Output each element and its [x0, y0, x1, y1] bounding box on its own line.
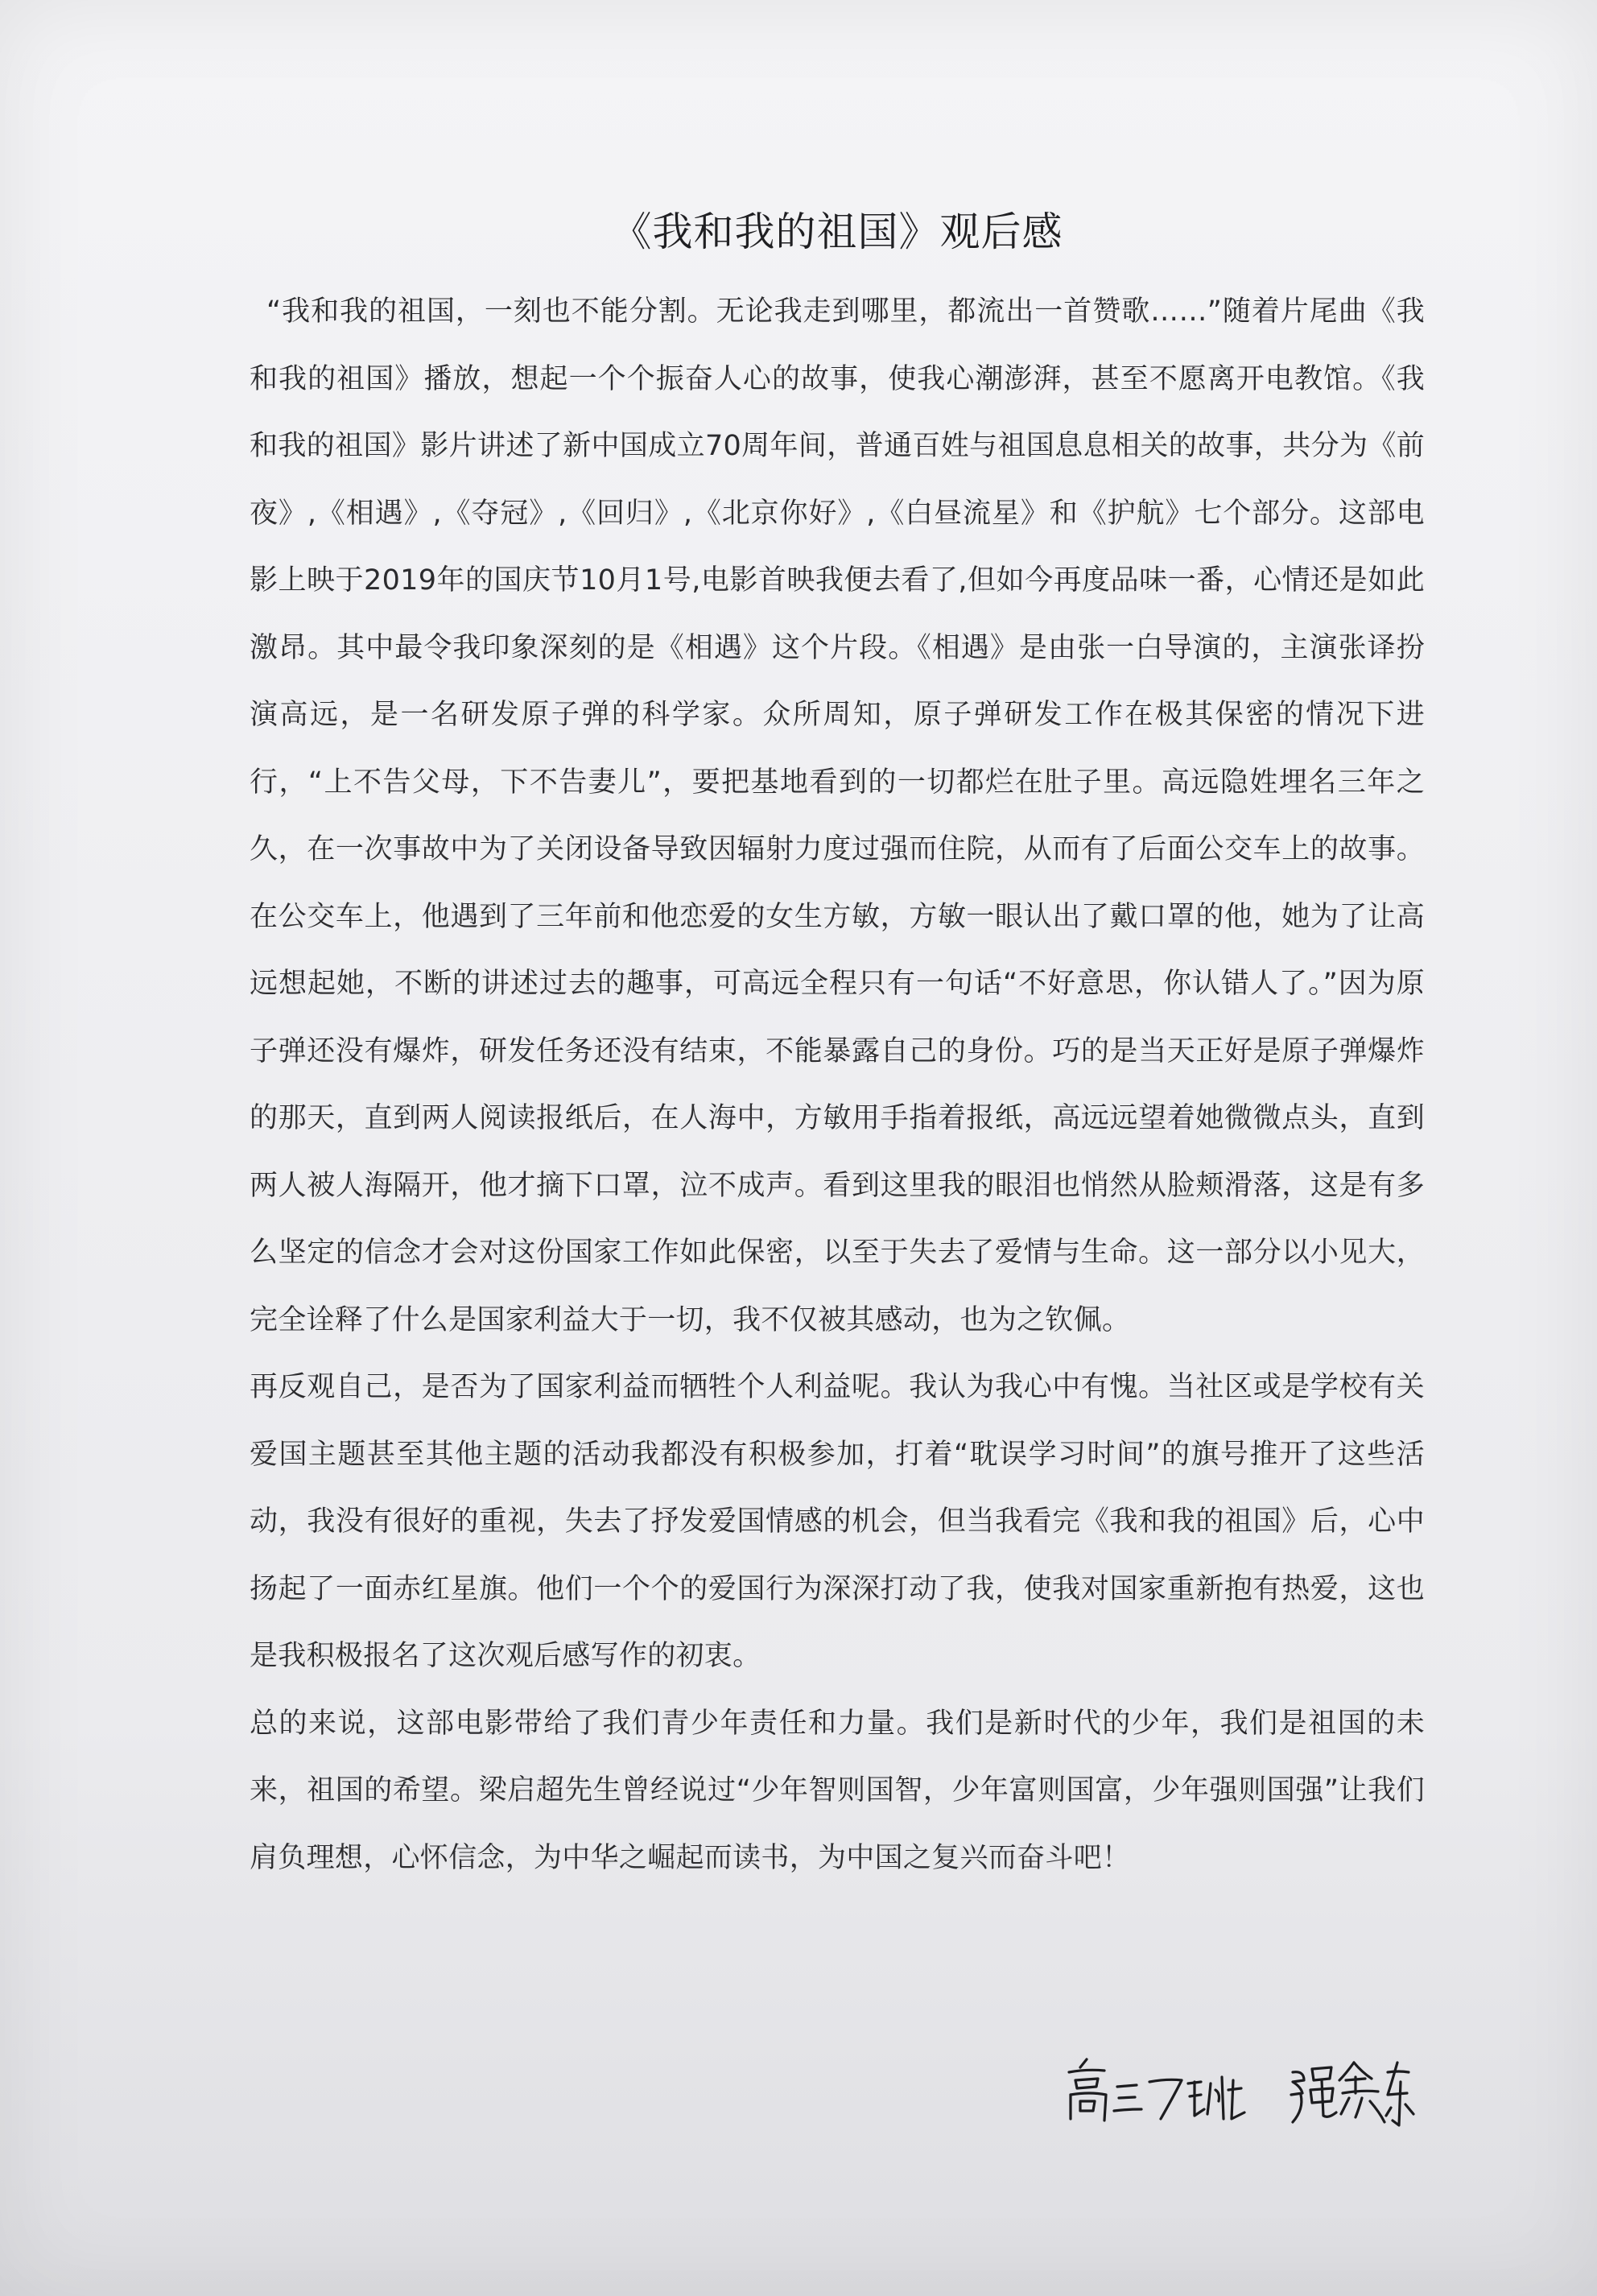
paragraph-2: 再反观自己，是否为了国家利益而牺牲个人利益呢。我认为我心中有愧。当社区或是学校有关爱国主题甚至其他主题的活动我都没有积极参加，打着“耽误学习时间”的旗号推开了这些活动，我没有很好的重视，失去了抒发爱国情感的机会，但当我看完《我和我的祖国》后，心中扬起了一面赤红星旗。他们一个个的爱国行为深深打动了我，使我对国家重新抱有热爱，这也是我积极报名了这次观后感写作的初衷。: [250, 1371, 1425, 1672]
handwritten-signature: [1063, 2045, 1417, 2133]
essay-body: [250, 203, 1425, 1892]
paragraph-3: 总的来说，这部电影带给了我们青少年责任和力量。我们是新时代的少年，我们是祖国的未来，祖国的希望。梁启超先生曾经说过“少年智则国智，少年富则国富，少年强则国强”让我们肩负理想，心怀信念，为中华之崛起而读书，为中国之复兴而奋斗吧！: [250, 1707, 1425, 1874]
essay-title: 《我和我的祖国》观后感: [611, 209, 1063, 255]
paragraph-1: “我和我的祖国，一刻也不能分割。无论我走到哪里，都流出一首赞歌……”随着片尾曲《我和我的祖国》播放，想起一个个振奋人心的故事，使我心潮澎湃，甚至不愿离开电教馆。《我和我的祖国》影片讲述了新中国成立70周年间，普通百姓与祖国息息相关的故事，共分为《前夜》,《相遇》,《夺冠》,《回归》,《北京你好》,《白昼流星》和《护航》七个部分。这部电影上映于2019年的国庆节10月1号,电影首映我便去看了,但如今再度品味一番，心情还是如此激昂。其中最令我印象深刻的是《相遇》这个片段。《相遇》是由张一白导演的，主演张译扮演高远，是一名研发原子弹的科学家。众所周知，原子弹研发工作在极其保密的情况下进行，“上不告父母，下不告妻儿”，要把基地看到的一切都烂在肚子里。高远隐姓埋名三年之久，在一次事故中为了关闭设备导致因辐射力度过强而住院，从而有了后面公交车上的故事。在公交车上，他遇到了三年前和他恋爱的女生方敏，方敏一眼认出了戴口罩的他，她为了让高远想起她，不断的讲述过去的趣事，可高远全程只有一句话“不好意思，你认错人了。”因为原子弹还没有爆炸，研发任务还没有结束，不能暴露自己的身份。巧的是当天正好是原子弹爆炸的那天，直到两人阅读报纸后，在人海中，方敏用手指着报纸，高远远望着她微微点头，直到两人被人海隔开，他才摘下口罩，泣不成声。看到这里我的眼泪也悄然从脸颊滑落，这是有多么坚定的信念才会对这份国家工作如此保密，以至于失去了爱情与生命。这一部分以小见大，完全诠释了什么是国家利益大于一切，我不仅被其感动，也为之钦佩。: [250, 295, 1425, 1336]
